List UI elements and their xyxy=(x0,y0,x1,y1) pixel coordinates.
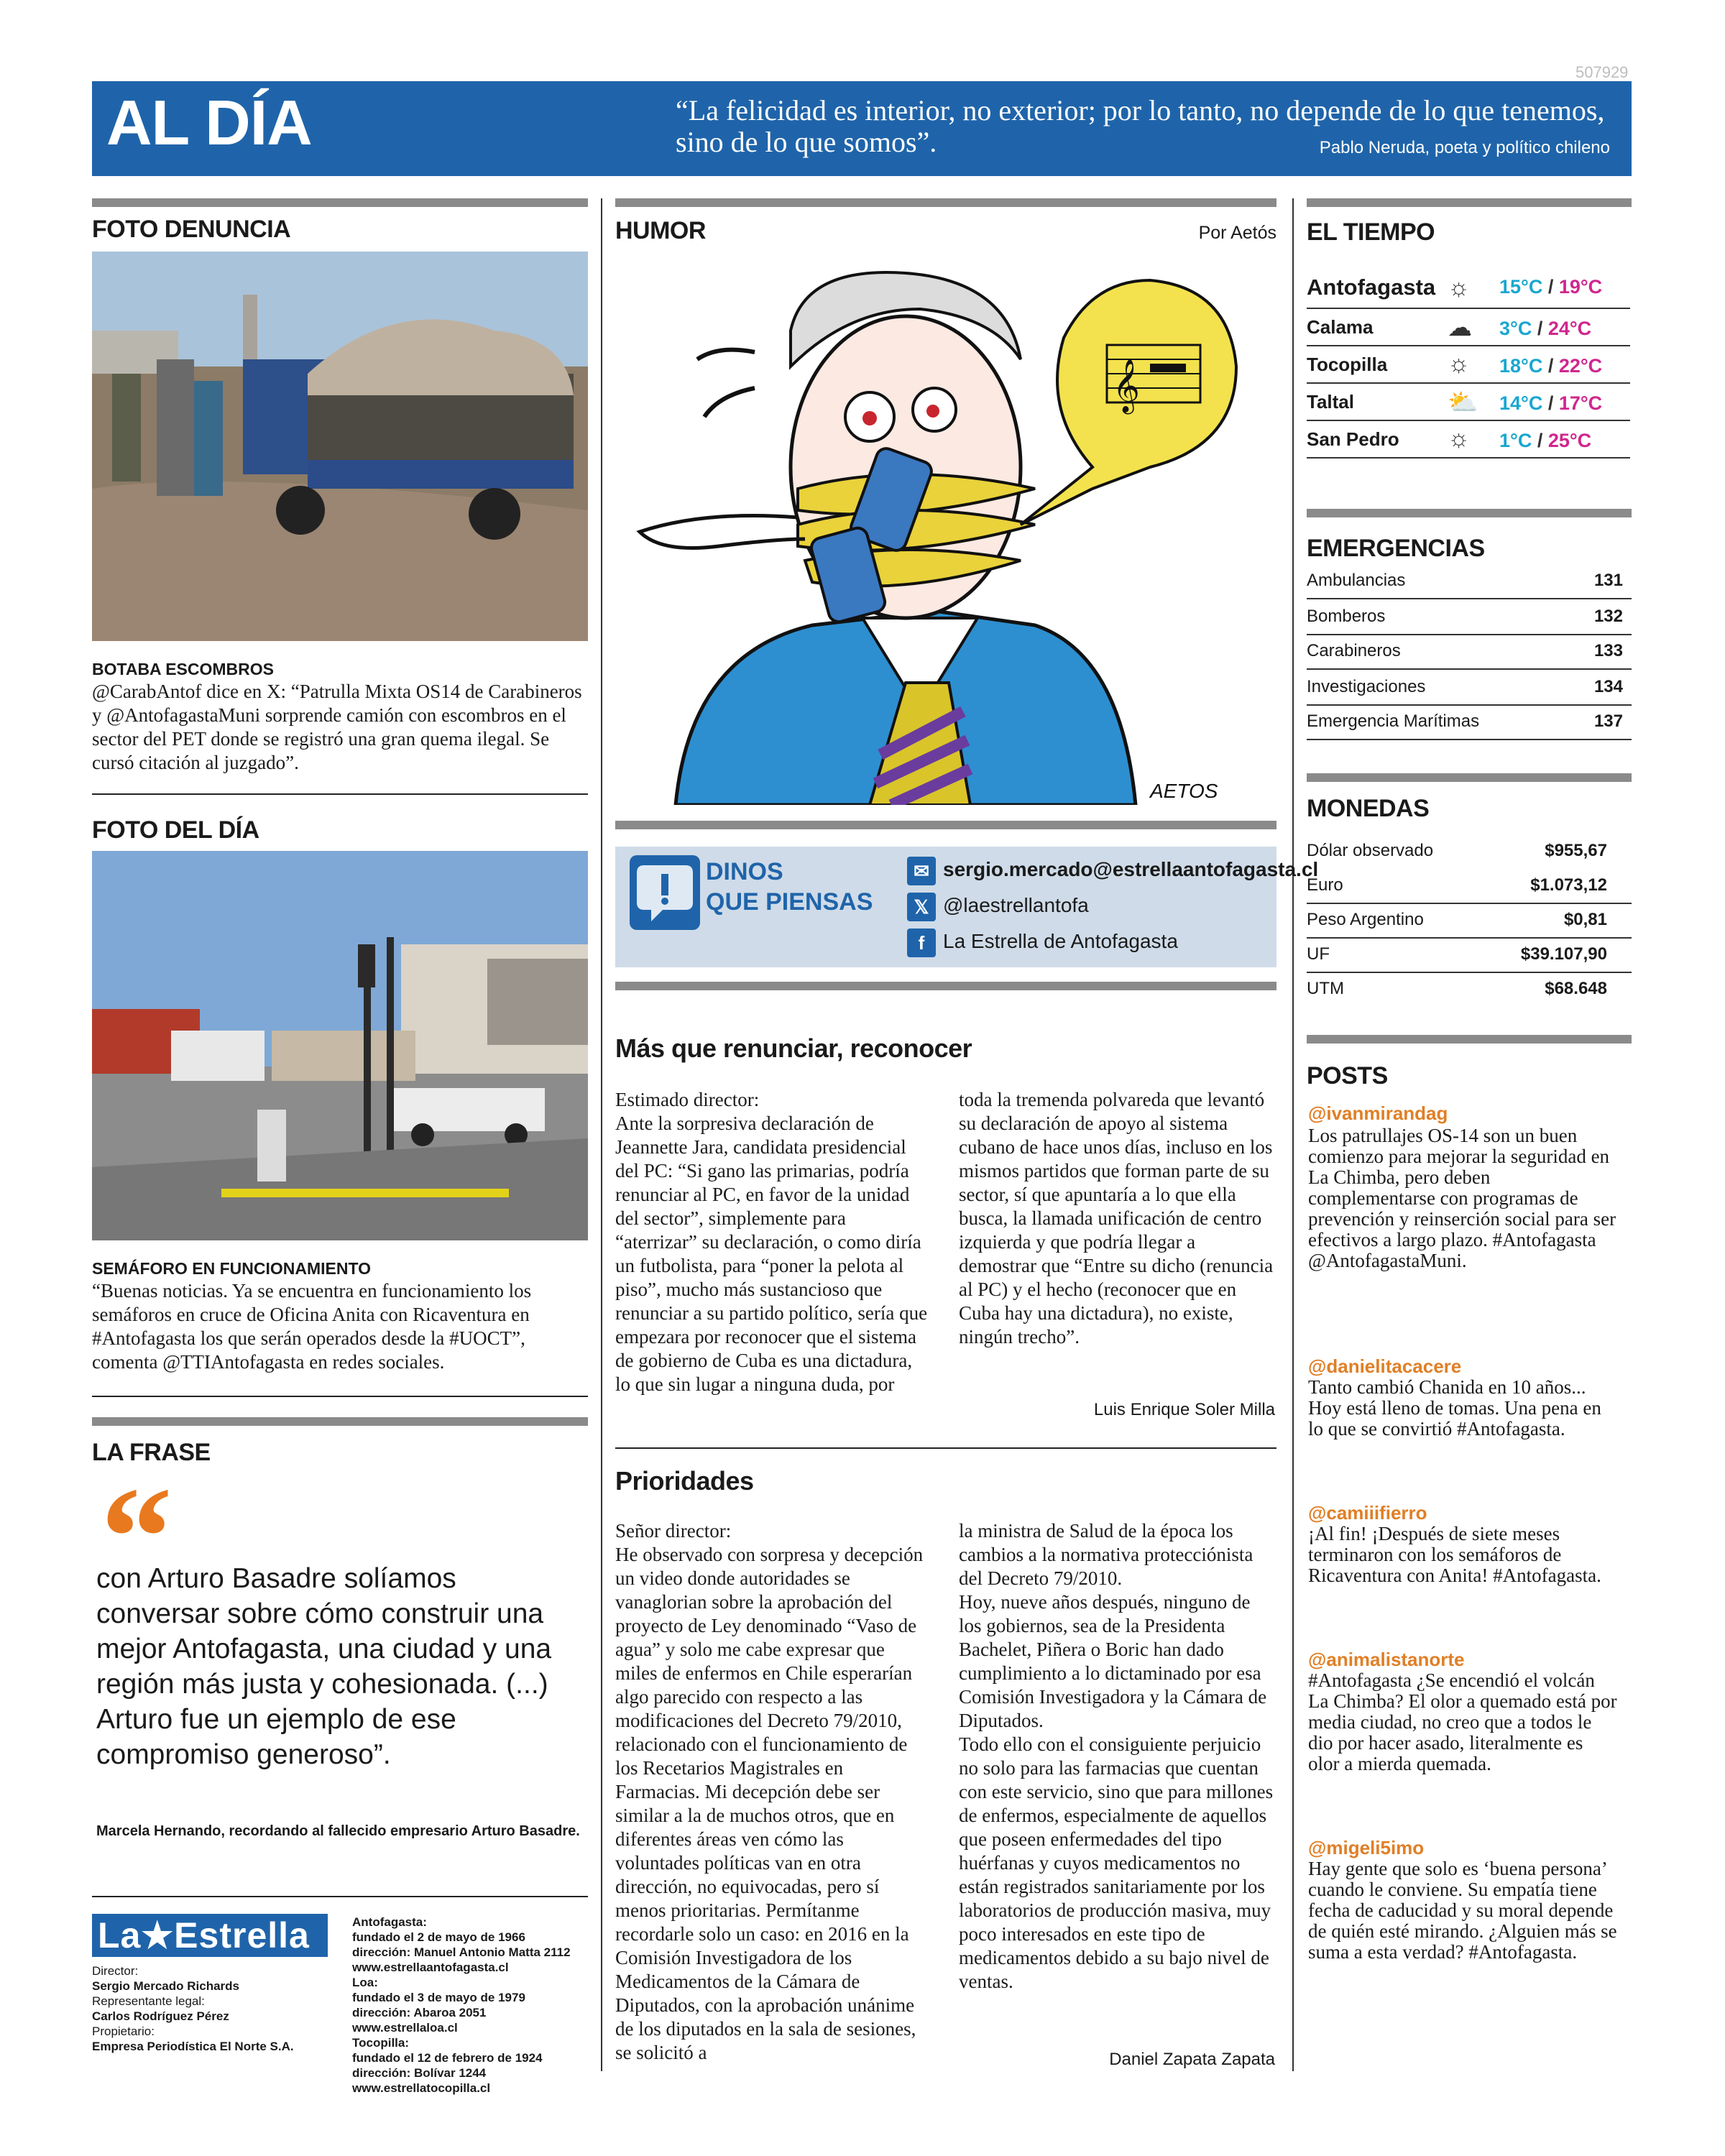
weather-temps: 15°C / 19°C xyxy=(1499,276,1603,298)
divider xyxy=(1307,509,1632,517)
currency-row xyxy=(1307,835,1632,870)
currency-value: $0,81 xyxy=(1563,910,1607,929)
divider xyxy=(1307,198,1632,207)
emergency-number: 134 xyxy=(1593,677,1623,696)
newspaper-logo: La★Estrella xyxy=(98,1915,310,1955)
emergency-number: 137 xyxy=(1593,711,1623,731)
sun-icon: ☼ xyxy=(1448,275,1471,301)
humor-title: HUMOR xyxy=(615,217,706,244)
emergency-row xyxy=(1307,601,1632,635)
office-city: Tocopilla: xyxy=(352,2036,410,2050)
quote-mark-icon: “ xyxy=(101,1458,172,1617)
weather-city: Antofagasta xyxy=(1307,275,1436,300)
contact-facebook[interactable]: La Estrella de Antofagasta xyxy=(943,930,1178,952)
foto-del-dia-caption-title: SEMÁFORO EN FUNCIONAMIENTO xyxy=(92,1259,372,1278)
divider xyxy=(1307,773,1632,782)
contact-email[interactable]: sergio.mercado@estrellaantofagasta.cl xyxy=(943,858,1319,880)
weather-temps: 14°C / 17°C xyxy=(1499,392,1603,414)
office-address: dirección: Manuel Antonio Matta 2112 xyxy=(352,1945,571,1959)
currency-label: Euro xyxy=(1307,875,1343,895)
contact-title xyxy=(706,857,893,917)
emergency-number: 131 xyxy=(1593,571,1623,590)
contact-title-line: DINOS xyxy=(706,858,783,885)
rep-name: Carlos Rodríguez Pérez xyxy=(92,2009,229,2023)
divider xyxy=(92,793,588,795)
office-address: dirección: Bolívar 1244 xyxy=(352,2066,487,2080)
weather-row xyxy=(1307,269,1630,309)
owner-name: Empresa Periodística El Norte S.A. xyxy=(92,2040,294,2053)
la-frase-author: Marcela Hernando, recordando al fallecido empresario Arturo Basadre. xyxy=(96,1823,580,1839)
rep-label: Representante legal: xyxy=(92,1994,205,2008)
sun-icon: ☼ xyxy=(1448,351,1471,377)
foto-denuncia-photo xyxy=(92,252,588,641)
foto-denuncia-caption: @CarabAntof dice en X: “Patrulla Mixta OS14 de Carabineros y @AntofagastaMuni sorprende camión con escombros en el sector del PET donde se registró una gran quema ilegal. Se cursó citación al juzgado”. xyxy=(92,681,582,773)
currency-label: Peso Argentino xyxy=(1307,910,1424,929)
contact-title-line: QUE PIENSAS xyxy=(706,888,873,916)
facebook-icon: f xyxy=(907,929,936,957)
weather-temps: 1°C / 25°C xyxy=(1499,430,1592,451)
divider xyxy=(615,198,1276,207)
contact-x-handle[interactable]: @laestrellantofa xyxy=(943,894,1089,916)
emergency-label: Investigaciones xyxy=(1307,677,1426,696)
foto-denuncia-title: FOTO DENUNCIA xyxy=(92,216,291,243)
letter1-signature: Luis Enrique Soler Milla xyxy=(1093,1400,1275,1419)
masthead-staff xyxy=(92,1963,336,2054)
office-city: Antofagasta: xyxy=(352,1915,427,1929)
director-name: Sergio Mercado Richards xyxy=(92,1979,240,1993)
letter1-col1: Estimado director: Ante la sorpresiva declaración de Jeannette Jara, candidata presidencial del PC: “Si gano las primarias, podría renunciar al PC, en favor de la unidad del sector”, simplemente para “aterrizar” su declaración, o como diría un futbolista, para “poner la pelota al piso”, mucho más sustancioso que renunciar a su partido político, sería que empezara por reconocer que el sistema de gobierno de Cuba es una dictadura, lo que sin lugar a ninguna duda, por xyxy=(615,1089,928,1395)
post-text: Hay gente que solo es ‘buena persona’ cuando le conviene. Su empatía tiene fecha de caducidad y su moral depende de quién esté mirando. ¿Alguien más se suma a esta verdad? #Antofagasta. xyxy=(1308,1858,1617,1963)
office-founded: fundado el 2 de mayo de 1966 xyxy=(352,1930,525,1944)
divider xyxy=(92,1896,588,1897)
section-title: AL DÍA xyxy=(106,87,312,158)
post-text: #Antofagasta ¿Se encendió el volcán La Chimba? El olor a quemado está por media ciudad, no creo que a todos le dio por hacer asado, literalmente es olor a mierda quemada. xyxy=(1308,1669,1617,1774)
emergency-label: Emergencia Marítimas xyxy=(1307,711,1480,731)
temp-max: 24°C xyxy=(1547,318,1592,339)
currency-value: $39.107,90 xyxy=(1520,944,1607,964)
sun-icon: ☼ xyxy=(1448,425,1471,452)
divider xyxy=(615,982,1276,990)
header-quote: “La felicidad es interior, no exterior; por lo tanto, no depende de lo que tenemos, sino de lo que somos”. xyxy=(676,94,1605,158)
emergency-label: Ambulancias xyxy=(1307,571,1406,590)
letter1-title: Más que renunciar, reconocer xyxy=(615,1033,972,1063)
temp-max: 19°C xyxy=(1558,276,1603,298)
humor-byline: Por Aetós xyxy=(1198,223,1276,243)
office-founded: fundado el 12 de febrero de 1924 xyxy=(352,2051,543,2065)
post-username[interactable]: @animalistanorte xyxy=(1308,1649,1465,1670)
emergencias-title: EMERGENCIAS xyxy=(1307,535,1485,562)
weather-row xyxy=(1307,385,1630,421)
currency-label: Dólar observado xyxy=(1307,841,1434,860)
masthead-offices xyxy=(352,1915,589,2096)
office-city: Loa: xyxy=(352,1976,378,1989)
post-username[interactable]: @danielitacacere xyxy=(1308,1355,1462,1377)
divider xyxy=(615,821,1276,829)
post-username[interactable]: @migeli5imo xyxy=(1308,1837,1425,1858)
page-number: 507929 xyxy=(1576,63,1629,81)
foto-del-dia-title: FOTO DEL DÍA xyxy=(92,816,259,844)
weather-city: San Pedro xyxy=(1307,428,1399,450)
cartoon-signature: AETOS xyxy=(1150,780,1218,802)
weather-city: Tocopilla xyxy=(1307,354,1388,375)
temp-max: 22°C xyxy=(1558,355,1603,377)
temp-min: 15°C xyxy=(1499,276,1543,298)
currency-value: $1.073,12 xyxy=(1530,875,1607,895)
emergency-number: 132 xyxy=(1593,607,1623,626)
mail-icon: ✉ xyxy=(907,857,936,885)
currency-value: $68.648 xyxy=(1545,979,1607,998)
currency-row xyxy=(1307,904,1632,939)
x-icon: 𝕏 xyxy=(907,893,936,921)
weather-temps: 18°C / 22°C xyxy=(1499,355,1603,377)
emergency-number: 133 xyxy=(1593,641,1623,660)
sun-cloud-icon: ⛅ xyxy=(1448,390,1478,416)
svg-text:𝄞: 𝄞 xyxy=(1113,359,1140,413)
emergency-row xyxy=(1307,565,1632,599)
post-text: Tanto cambió Chanida en 10 años... Hoy está lleno de tomas. Una pena en lo que se convirtió #Antofagasta. xyxy=(1308,1376,1601,1439)
currency-label: UTM xyxy=(1307,979,1344,998)
owner-label: Propietario: xyxy=(92,2024,155,2038)
currency-row xyxy=(1307,939,1632,973)
currency-row xyxy=(1307,973,1632,1008)
post-username[interactable]: @camiiifierro xyxy=(1308,1502,1427,1524)
divider xyxy=(92,198,588,207)
emergency-row xyxy=(1307,635,1632,670)
emergency-label: Bomberos xyxy=(1307,607,1386,626)
letter2-signature: Daniel Zapata Zapata xyxy=(1109,2050,1275,2069)
currency-row xyxy=(1307,870,1632,904)
weather-row xyxy=(1307,348,1630,384)
column-rule xyxy=(1292,198,1294,2071)
emergency-label: Carabineros xyxy=(1307,641,1401,660)
director-label: Director: xyxy=(92,1964,139,1978)
foto-del-dia-photo xyxy=(92,851,588,1240)
exclamation-icon xyxy=(630,855,700,930)
foto-denuncia-caption-title: BOTABA ESCOMBROS xyxy=(92,660,274,678)
weather-row xyxy=(1307,310,1630,346)
office-website: www.estrellaantofagasta.cl xyxy=(352,1961,509,1974)
divider xyxy=(1307,1035,1632,1044)
foto-del-dia-caption: “Buenas noticias. Ya se encuentra en funcionamiento los semáforos en cruce de Oficina Anita con Ricaventura en #Antofagasta los que serán operados desde la #UOCT”, comenta @TTIAntofagasta en redes sociales. xyxy=(92,1280,532,1373)
letter2-col2: la ministra de Salud de la época los cambios a la normativa protecciónista del Decreto 79/2010. Hoy, nueve años después, ninguno de los gobiernos, sea de la Presidenta Bachelet, Piñera o Boric han dado cumplimiento a lo dictaminado por esa Comisión Investigadora y la Cámara de Diputados. Todo ello con el consiguiente perjuicio no solo para las farmacias que cuentan con este servicio, sino que para millones de enfermos, especialmente de aquellos que poseen enfermedades del tipo huérfanas y cuyos medicamentos no están registrados sanitariamente por los laboratorios de producción masiva, muy poco interesados en este tipo de medicamentos debido a su bajo nivel de ventas. xyxy=(959,1520,1274,1992)
temp-min: 14°C xyxy=(1499,392,1543,414)
office-address: dirección: Abaroa 2051 xyxy=(352,2006,487,2019)
letter2-col1: Señor director: He observado con sorpresa y decepción un video donde autoridades se vanaglorian sobre la aprobación del proyecto de Ley denominado “Vaso de agua” y solo me cabe expresar que miles de enfermos en Chile esperarían algo parecido con respecto a las modificaciones del Decreto 79/2010, relacionado con el funcionamiento de los Recetarios Magistrales en Farmacias. Mi decepción debe ser similar a la de muchos otros, que en diferentes áreas ven cómo las voluntades políticas van en otra dirección, no equivocadas, pero sí menos prioritarias. Permítanme recordarle solo un caso: en 2016 en la Comisión Investigadora de los Medicamentos de la Cámara de Diputados, con la aprobación unánime de los diputados en la sala de sesiones, se solicitó a xyxy=(615,1520,924,2063)
la-frase-title: LA FRASE xyxy=(92,1439,211,1466)
humor-cartoon xyxy=(632,252,1265,805)
post-username[interactable]: @ivanmirandag xyxy=(1308,1102,1448,1124)
header-quote-author: Pablo Neruda, poeta y político chileno xyxy=(1319,138,1610,157)
wind-cloud-icon: ☁ xyxy=(1448,315,1472,341)
emergency-row xyxy=(1307,706,1632,740)
weather-city: Taltal xyxy=(1307,391,1354,413)
la-frase-text: con Arturo Basadre solíamos conversar sobre cómo construir una mejor Antofagasta, una ciudad y una región más justa y cohesionada. (...) Arturo fue un ejemplo de ese compromiso generoso”. xyxy=(96,1563,552,1770)
office-website: www.estrellatocopilla.cl xyxy=(352,2081,491,2095)
temp-max: 25°C xyxy=(1547,430,1592,451)
divider xyxy=(92,1396,588,1397)
currency-label: UF xyxy=(1307,944,1330,964)
office-website: www.estrellaloa.cl xyxy=(352,2021,458,2035)
weather-city: Calama xyxy=(1307,316,1374,338)
weather-row xyxy=(1307,423,1630,459)
temp-min: 3°C xyxy=(1499,318,1532,339)
temp-min: 1°C xyxy=(1499,430,1532,451)
tiempo-title: EL TIEMPO xyxy=(1307,218,1435,246)
divider xyxy=(92,1417,588,1426)
office-founded: fundado el 3 de mayo de 1979 xyxy=(352,1991,525,2004)
post-text: ¡Al fin! ¡Después de siete meses terminaron con los semáforos de Ricaventura con Anita! #Antofagasta. xyxy=(1308,1523,1601,1586)
letter1-col2: toda la tremenda polvareda que levantó su declaración de apoyo al sistema cubano de hace unos días, incluso en los mismos partidos que forman parte de su sector, sí que apuntaría a lo que ella busca, la llamada unificación de centro izquierda y que podría llegar a demostrar que “Entre su dicho (renuncia al PC) y el hecho (reconocer que en Cuba hay una dictadura), no existe, ningún trecho”. xyxy=(959,1089,1274,1348)
divider xyxy=(615,1447,1276,1449)
monedas-title: MONEDAS xyxy=(1307,795,1430,822)
temp-min: 18°C xyxy=(1499,355,1543,377)
emergency-row xyxy=(1307,671,1632,706)
currency-value: $955,67 xyxy=(1545,841,1607,860)
temp-max: 17°C xyxy=(1558,392,1603,414)
column-rule xyxy=(601,198,602,2071)
posts-title: POSTS xyxy=(1307,1062,1388,1089)
letter2-title: Prioridades xyxy=(615,1466,754,1496)
post-text: Los patrullajes OS-14 son un buen comienzo para mejorar la seguridad en La Chimba, pero deben complementarse con programas de prevención y reinserción social para ser efectivos a largo plazo. #Antofagasta @AntofagastaMuni. xyxy=(1308,1125,1616,1271)
weather-temps: 3°C / 24°C xyxy=(1499,318,1592,339)
